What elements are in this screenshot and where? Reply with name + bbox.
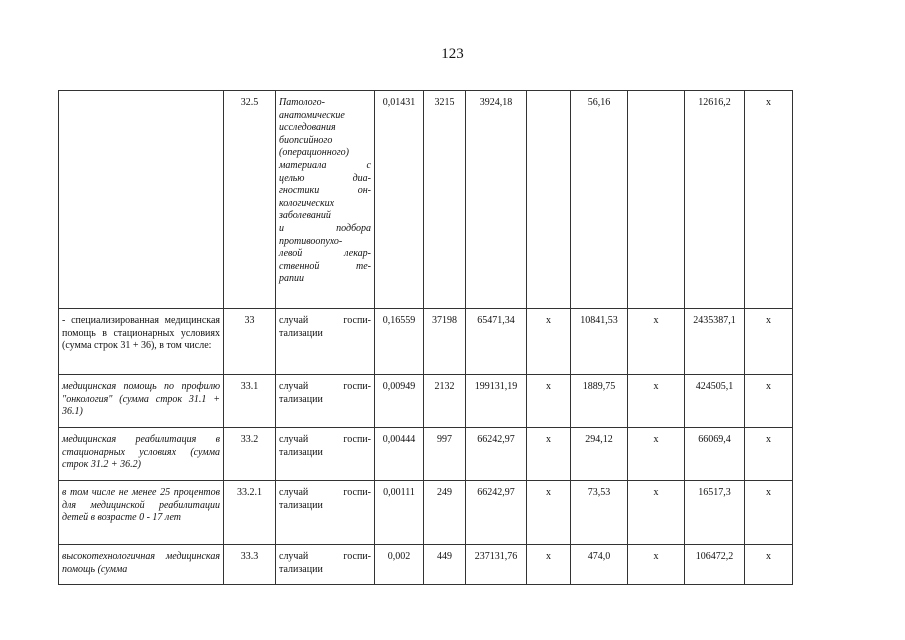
value-c4: x bbox=[527, 428, 571, 481]
value-c3: 199131,19 bbox=[466, 375, 527, 428]
value-c6: x bbox=[628, 428, 685, 481]
value-c2: 449 bbox=[424, 545, 466, 585]
unit-line: (операционного) bbox=[279, 147, 349, 159]
value-c7: 12616,2 bbox=[685, 91, 745, 309]
value-c7: 16517,3 bbox=[685, 481, 745, 545]
value-c2: 997 bbox=[424, 428, 466, 481]
value-c4 bbox=[527, 91, 571, 309]
value-c6: x bbox=[628, 481, 685, 545]
value-c6 bbox=[628, 91, 685, 309]
value-c2: 37198 bbox=[424, 309, 466, 375]
row-number: 33 bbox=[224, 309, 276, 375]
value-c7: 424505,1 bbox=[685, 375, 745, 428]
value-c8: x bbox=[745, 545, 793, 585]
table-row bbox=[59, 481, 793, 545]
row-number: 33.2 bbox=[224, 428, 276, 481]
unit-line: анатомические bbox=[279, 109, 345, 121]
value-c3: 66242,97 bbox=[466, 428, 527, 481]
value-c3: 237131,76 bbox=[466, 545, 527, 585]
value-c6: x bbox=[628, 545, 685, 585]
value-c7: 66069,4 bbox=[685, 428, 745, 481]
table-row bbox=[59, 375, 793, 428]
value-c2: 3215 bbox=[424, 91, 466, 309]
value-c8: x bbox=[745, 309, 793, 375]
unit-line: случай госпи- bbox=[279, 551, 371, 562]
value-c8: x bbox=[745, 428, 793, 481]
value-c5: 73,53 bbox=[571, 481, 628, 545]
value-c6: x bbox=[628, 309, 685, 375]
unit-line: заболеваний bbox=[279, 210, 331, 222]
value-c1: 0,00111 bbox=[375, 481, 424, 545]
unit-line: тализации bbox=[279, 499, 323, 511]
unit-line: исследования bbox=[279, 122, 336, 134]
table-row bbox=[59, 428, 793, 481]
value-c4: x bbox=[527, 481, 571, 545]
value-c5: 1889,75 bbox=[571, 375, 628, 428]
row-name: высокотехнологичная медицинская помощь (сумма bbox=[59, 545, 224, 585]
unit-line: и подбора bbox=[279, 222, 371, 234]
unit-line: рапии bbox=[279, 273, 304, 285]
unit-cell bbox=[276, 309, 375, 375]
unit-cell bbox=[276, 481, 375, 545]
unit-cell bbox=[276, 91, 375, 309]
unit-line: тализации bbox=[279, 446, 323, 458]
page-number: 123 bbox=[441, 46, 464, 62]
unit-line: гностики он- bbox=[279, 185, 371, 197]
value-c3: 65471,34 bbox=[466, 309, 527, 375]
row-number: 33.3 bbox=[224, 545, 276, 585]
value-c1: 0,01431 bbox=[375, 91, 424, 309]
value-c5: 56,16 bbox=[571, 91, 628, 309]
value-c8: x bbox=[745, 91, 793, 309]
value-c1: 0,00444 bbox=[375, 428, 424, 481]
value-c4: x bbox=[527, 309, 571, 375]
value-c2: 2132 bbox=[424, 375, 466, 428]
unit-line: тализации bbox=[279, 327, 323, 339]
unit-line: противоопухо- bbox=[279, 235, 343, 247]
row-number: 33.2.1 bbox=[224, 481, 276, 545]
value-c8: x bbox=[745, 375, 793, 428]
value-c6: x bbox=[628, 375, 685, 428]
value-c1: 0,002 bbox=[375, 545, 424, 585]
value-c3: 66242,97 bbox=[466, 481, 527, 545]
value-c7: 106472,2 bbox=[685, 545, 745, 585]
value-c7: 2435387,1 bbox=[685, 309, 745, 375]
unit-line: кологических bbox=[279, 197, 335, 209]
value-c8: x bbox=[745, 481, 793, 545]
unit-line: тализации bbox=[279, 563, 323, 575]
unit-line: случай госпи- bbox=[279, 487, 371, 498]
table-row bbox=[59, 309, 793, 375]
row-name: - специализированная медицинская помощь в стационарных условиях (сумма строк 31 + 36), в том числе: bbox=[59, 309, 224, 375]
row-name bbox=[59, 91, 224, 309]
tariff-table bbox=[58, 90, 793, 585]
row-name: медицинская помощь по профилю "онкология" (сумма строк 31.1 + 36.1) bbox=[59, 375, 224, 428]
unit-line: тализации bbox=[279, 393, 323, 405]
table-body bbox=[59, 91, 793, 585]
unit-line: материала с bbox=[279, 159, 371, 171]
unit-line: левой лекар- bbox=[279, 248, 371, 260]
unit-line: ственной те- bbox=[279, 260, 371, 272]
value-c5: 294,12 bbox=[571, 428, 628, 481]
value-c1: 0,16559 bbox=[375, 309, 424, 375]
unit-line: случай госпи- bbox=[279, 434, 371, 445]
table-row bbox=[59, 91, 793, 309]
value-c5: 10841,53 bbox=[571, 309, 628, 375]
row-name: в том числе не менее 25 процентов для медицинской реабилитации детей в возрасте 0 - 17 лет bbox=[59, 481, 224, 545]
unit-cell bbox=[276, 375, 375, 428]
row-name: медицинская реабилитация в стационарных условиях (сумма строк 31.2 + 36.2) bbox=[59, 428, 224, 481]
value-c4: x bbox=[527, 545, 571, 585]
unit-cell bbox=[276, 428, 375, 481]
value-c5: 474,0 bbox=[571, 545, 628, 585]
unit-line: Патолого- bbox=[279, 97, 325, 108]
unit-cell bbox=[276, 545, 375, 585]
row-number: 33.1 bbox=[224, 375, 276, 428]
unit-line: случай госпи- bbox=[279, 381, 371, 392]
value-c1: 0,00949 bbox=[375, 375, 424, 428]
value-c2: 249 bbox=[424, 481, 466, 545]
unit-line: целью диа- bbox=[279, 172, 371, 184]
row-number: 32.5 bbox=[224, 91, 276, 309]
unit-line: случай госпи- bbox=[279, 315, 371, 326]
value-c3: 3924,18 bbox=[466, 91, 527, 309]
table-row bbox=[59, 545, 793, 585]
unit-line: биопсийного bbox=[279, 134, 333, 146]
value-c4: x bbox=[527, 375, 571, 428]
